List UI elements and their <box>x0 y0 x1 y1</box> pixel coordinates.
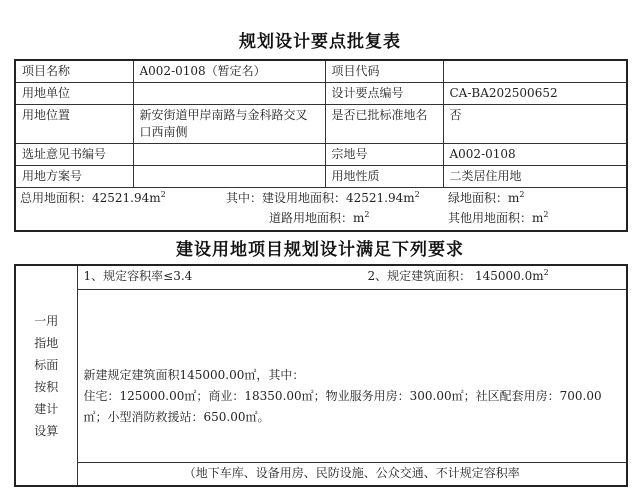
parcel-no-label: 宗地号 <box>325 144 443 166</box>
land-nature-label: 用地性质 <box>325 166 443 188</box>
other-area: 其他用地面积：$m^2$ <box>448 210 549 225</box>
approval-form-table <box>14 59 628 232</box>
land-unit-value <box>133 83 325 105</box>
design-no-label: 设计要点编号 <box>325 83 443 105</box>
far-requirement: 1、规定容积率≤3.4 <box>83 269 193 283</box>
side-label-line: 设算 <box>34 423 59 438</box>
parcel-no-value: A002-0108 <box>443 144 627 166</box>
side-label-line: 一用 <box>34 313 59 328</box>
total-area: 总用地面积：$42521.94m^2$ <box>20 190 166 205</box>
design-no-value: CA-BA202500652 <box>443 83 627 105</box>
section-title: 建设用地项目规划设计满足下列要求 <box>176 240 464 260</box>
side-label-line: 指地 <box>34 335 59 350</box>
project-name-value: A002-0108（暂定名） <box>133 60 325 83</box>
bottom-note: （地下车库、设备用房、民防设施、公众交通、不计规定容积率 <box>77 463 627 487</box>
far-gfa-row <box>77 265 627 290</box>
site-opinion-value <box>133 144 325 166</box>
area-summary-cell <box>15 188 627 232</box>
gfa-detail-line2: 住宅：125000.00㎡；商业：18350.00㎡；物业服务用房：300.00㎡；社区配套用房：700.00㎡；小型消防救援站：650.00㎡。 <box>83 388 602 424</box>
approved-name-value: 否 <box>443 105 627 144</box>
land-location-value: 新安街道甲岸南路与金科路交叉口西南侧 <box>133 105 325 144</box>
project-name-label: 项目名称 <box>15 60 133 83</box>
side-label <box>15 265 77 486</box>
requirements-table <box>14 264 628 487</box>
side-label-line: 按积 <box>34 379 59 394</box>
green-area: 绿地面积：$m^2$ <box>448 190 525 205</box>
land-plan-value <box>133 166 325 188</box>
land-nature-value: 二类居住用地 <box>443 166 627 188</box>
side-label-line: 建计 <box>34 401 59 416</box>
page-title: 规划设计要点批复表 <box>239 32 401 52</box>
gfa-requirement: 2、规定建筑面积： $145000.0m^2$ <box>367 268 549 283</box>
site-opinion-label: 选址意见书编号 <box>15 144 133 166</box>
project-code-label: 项目代码 <box>325 60 443 83</box>
construction-area: 其中：建设用地面积：$42521.94m^2$ <box>226 190 420 205</box>
land-plan-label: 用地方案号 <box>15 166 133 188</box>
gfa-detail-cell <box>77 290 627 463</box>
land-unit-label: 用地单位 <box>15 83 133 105</box>
approved-name-label: 是否已批标准地名 <box>325 105 443 144</box>
project-code-value <box>443 60 627 83</box>
land-location-label: 用地位置 <box>15 105 133 144</box>
gfa-detail-line1: 新建规定建筑面积145000.00㎡，其中： <box>83 367 305 382</box>
road-area: 道路用地面积：$m^2$ <box>269 210 370 225</box>
side-label-line: 标面 <box>34 357 59 372</box>
